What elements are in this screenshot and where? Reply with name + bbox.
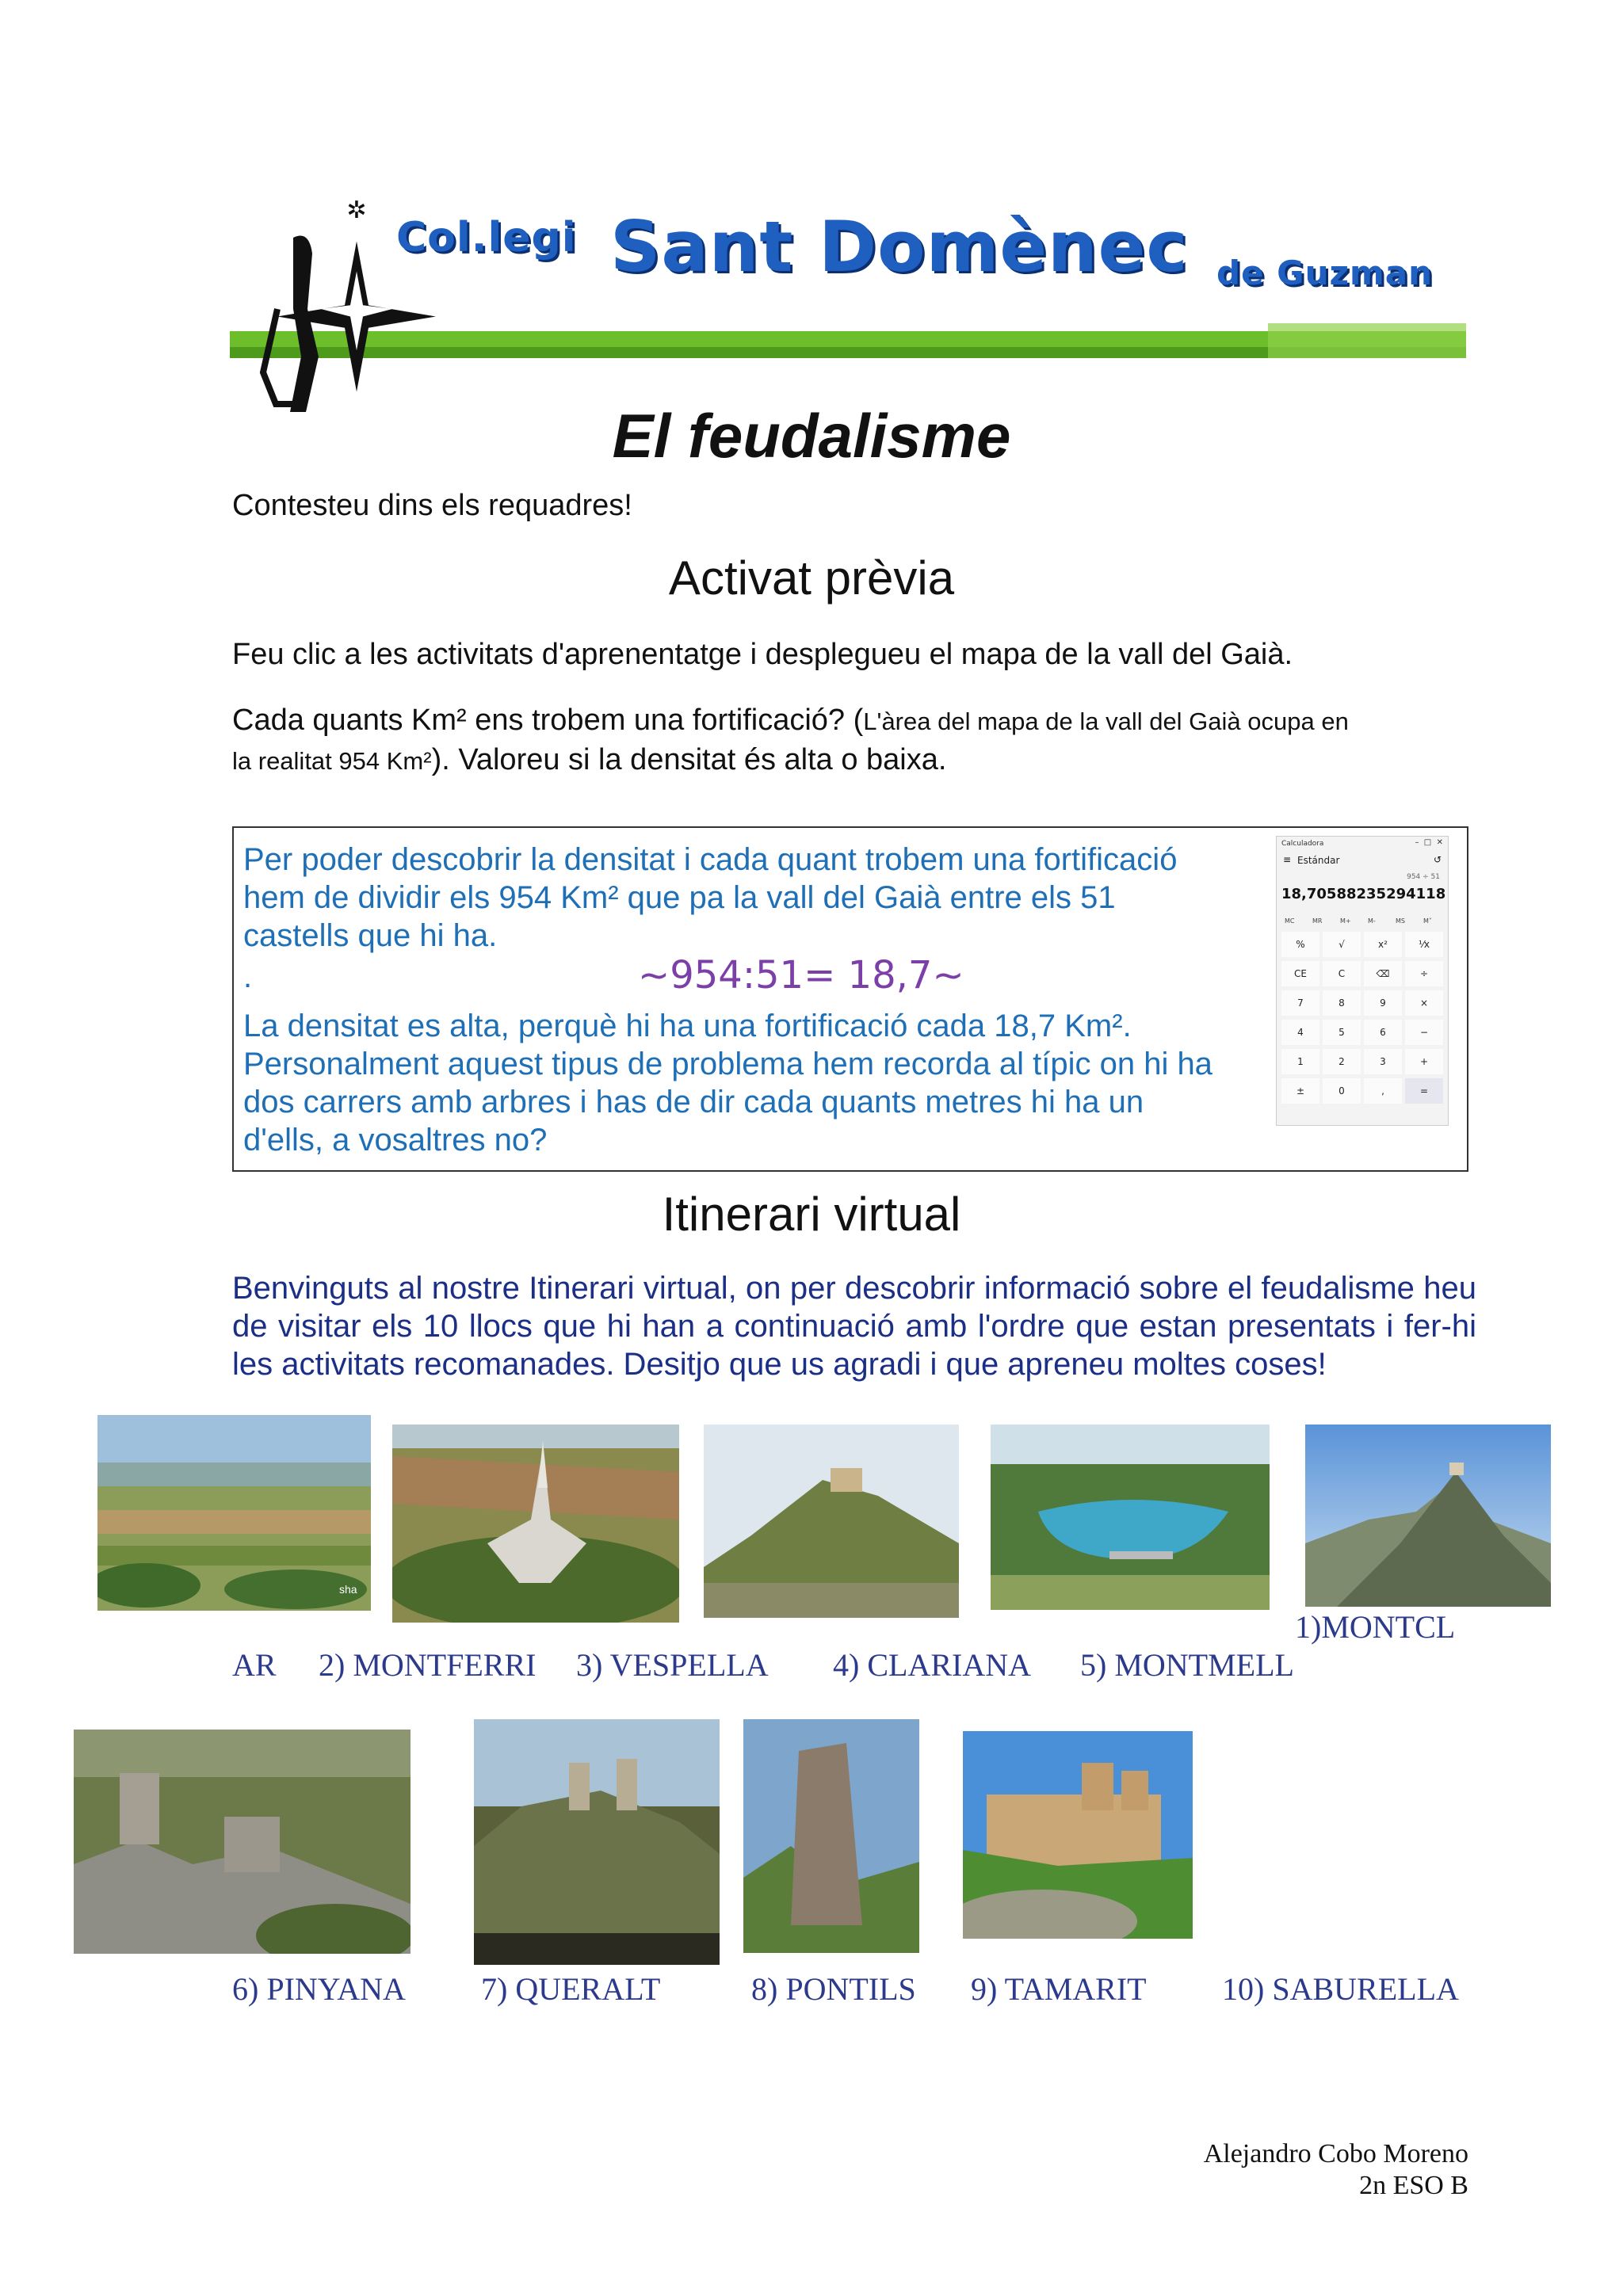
caption-2-montferri: 2) MONTFERRI [319,1647,537,1683]
section-heading-itinerary: Itinerari virtual [662,1188,961,1241]
caption-1-montclar-part1: 1)MONTCL [1295,1609,1456,1645]
photo-landscape-fields [97,1415,371,1611]
calc-key: 4 [1281,1020,1319,1045]
photo-queralt [474,1719,720,1965]
caption-8-pontils: 8) PONTILS [751,1971,916,2007]
calc-key: % [1281,932,1319,957]
calculator-mode: Estándar [1297,855,1340,866]
calc-mem-key: MS [1396,917,1405,925]
calc-key: , [1364,1078,1402,1104]
school-logo [230,190,1466,412]
calculator-screenshot [1276,836,1449,1126]
photo-tamarit [963,1731,1193,1939]
answer-line-3: castells que hi ha. [243,918,498,953]
caption-9-tamarit: 9) TAMARIT [971,1971,1147,2007]
caption-10-saburella: 10) SABURELLA [1222,1971,1459,2007]
calculator-memory-row [1281,917,1443,929]
page-title: El feudalisme [612,401,1011,471]
calc-mem-key: M+ [1340,917,1351,925]
calc-mem-key: MC [1285,917,1295,925]
calculator-app-name: Calculadora [1281,840,1324,848]
p2-small-2: la realitat 954 Km² [232,747,432,775]
calc-key: √ [1323,932,1361,957]
calc-key: ÷ [1405,961,1443,986]
calc-key: 6 [1364,1020,1402,1045]
calc-key: + [1405,1049,1443,1074]
calc-mem-key: M˅ [1423,917,1432,925]
photo-pontils [743,1719,919,1953]
caption-6-pinyana: 6) PINYANA [232,1971,406,2007]
answer-line-6: Personalment aquest tipus de problema hem recorda al típic on hi ha [243,1047,1212,1081]
window-controls: – □ ✕ [1415,838,1443,847]
p2-small-1: L'àrea del mapa de la vall del Gaià ocupa en [863,707,1349,735]
calc-key: ⌫ [1364,961,1402,986]
answer-line-7: dos carrers amb arbres i has de dir cada quants metres hi ha un [243,1085,1144,1119]
calc-key: 2 [1323,1049,1361,1074]
calc-key: ± [1281,1078,1319,1104]
caption-3-vespella: 3) VESPELLA [576,1647,769,1683]
p2-end: ). Valoreu si la densitat és alta o baixa. [431,743,947,776]
logo-word-collegi: Col.legi [396,214,577,261]
p2-main: Cada quants Km² ens trobem una fortificació? ( [232,704,864,737]
caption-4-clariana: 4) CLARIANA [833,1647,1031,1683]
history-icon: ↺ [1433,854,1442,865]
logo-word-sant-domenec: Sant Domènec [610,206,1189,288]
author-class: 2n ESO B [1359,2171,1468,2200]
answer-line-2: hem de dividir els 954 Km² que pa la vall del Gaià entre els 51 [243,880,1116,915]
calc-key: 0 [1323,1078,1361,1104]
photo-montferri [392,1425,679,1623]
calc-key: × [1405,990,1443,1016]
photo-pinyana [74,1730,411,1954]
watermark-logo: sha [339,1583,357,1596]
calc-key: = [1405,1078,1443,1104]
prior-paragraph-2 [232,701,1500,780]
svg-text:✲: ✲ [346,197,367,223]
calc-key: CE [1281,961,1319,986]
answer-dot: . [243,959,253,994]
caption-5-montmell: 5) MONTMELL [1080,1647,1294,1683]
answer-formula: ~954:51= 18,7~ [638,953,964,997]
instruction-text: Contesteu dins els requadres! [232,489,632,522]
answer-line-5: La densitat es alta, perquè hi ha una fortificació cada 18,7 Km². [243,1009,1132,1043]
calc-mem-key: MR [1312,917,1323,925]
photo-montclar [1305,1425,1551,1607]
calculator-expression: 954 ÷ 51 [1407,873,1440,881]
section-heading-prior: Activat prèvia [668,551,955,605]
prior-paragraph-1: Feu clic a les activitats d'aprenentatge i desplegueu el mapa de la vall del Gaià. [232,638,1293,671]
answer-line-1: Per poder descobrir la densitat i cada quant trobem una fortificació [243,842,1178,877]
calc-key: 8 [1323,990,1361,1016]
calc-key: 7 [1281,990,1319,1016]
calc-mem-key: M- [1368,917,1376,925]
calculator-result: 18,70588235294118 [1281,886,1446,902]
caption-1-montclar-part2: AR [232,1647,277,1683]
calc-key: C [1323,961,1361,986]
calc-key: 1 [1281,1049,1319,1074]
photo-vespella [704,1425,959,1618]
calc-key: 5 [1323,1020,1361,1045]
calc-key: 3 [1364,1049,1402,1074]
calc-key: ⅟x [1405,932,1443,957]
answer-line-8: d'ells, a vosaltres no? [243,1123,548,1158]
caption-7-queralt: 7) QUERALT [481,1971,661,2007]
calc-key: 9 [1364,990,1402,1016]
menu-icon: ≡ [1283,854,1292,865]
author-name: Alejandro Cobo Moreno [1203,2139,1468,2168]
calc-key: − [1405,1020,1443,1045]
itinerary-intro: Benvinguts al nostre Itinerari virtual, on per descobrir informació sobre el feudalisme heu de visitar els 10 llocs que hi han a continuació amb l'ordre que estan presentats i fer-hi les activitats recomanades. Desitjo que us agradi i que apreneu moltes coses! [232,1271,1476,1382]
photo-clariana [991,1425,1270,1610]
calc-key: x² [1364,932,1402,957]
logo-word-de-guzman: de Guzman [1216,254,1433,292]
